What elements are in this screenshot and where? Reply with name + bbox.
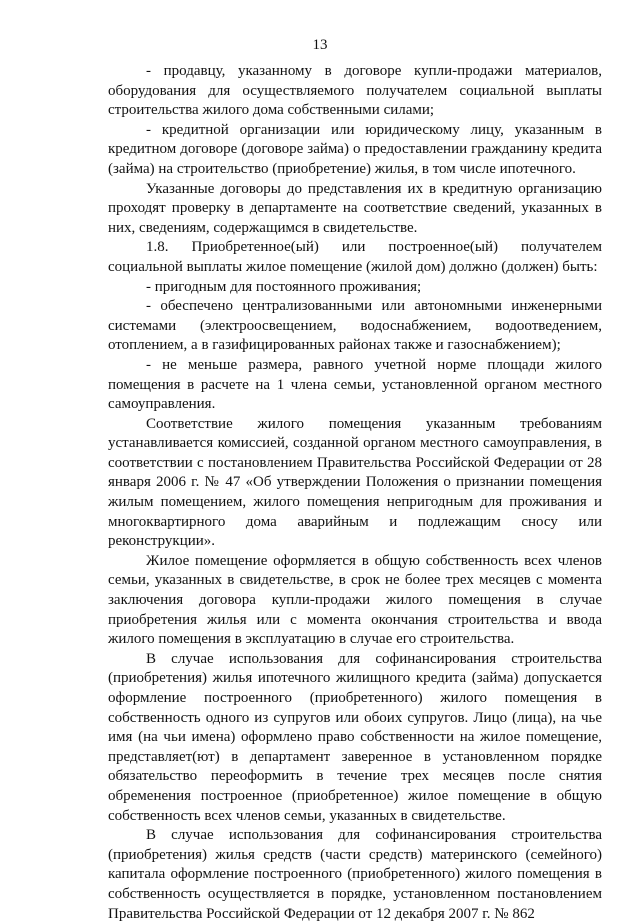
document-body	[108, 62, 602, 924]
paragraph-maternity-capital: В случае использования для софинансирования строительства (приобретения) жилья средств (части средств) материнского (семейного) капитала оформление построенного (приобретенного) жилого помещения в собственность осуществляется в порядке, установленном постановлением Правительства Российской Федерации от 12 декабря 2007 г. № 862	[108, 827, 602, 922]
paragraph-suitable-living: - пригодным для постоянного проживания;	[146, 278, 422, 295]
paragraph-engineering-systems: - обеспечено централизованными или автономными инженерными системами (электроосвещением, водоснабжением, водоотведением, отоплением, а в газифицированных районах также и газоснабжением);	[108, 298, 602, 354]
paragraph-mortgage-case: В случае использования для софинансирования строительства (приобретения) жилья ипотечного жилищного кредита (займа) допускается оформление построенного (приобретенного) жилого помещения в собственность одного из супругов или обоих супругов. Лицо (лица), на чье имя (на чьи имена) оформлено право собственности на жилое помещение, представляет(ют) в департамент заверенное в установленном порядке обязательство переоформить в течение трех месяцев после снятия обременения построенное (приобретенное) жилое помещение в общую собственность всех членов семьи, указанных в свидетельстве.	[108, 650, 602, 824]
page-number: 13	[312, 37, 328, 53]
paragraph-credit-organization: - кредитной организации или юридическому лицу, указанным в кредитном договоре (договоре займа) о предоставлении гражданину кредита (займа) на строительство (приобретение) жилья, в том числе ипотечного.	[108, 121, 602, 177]
paragraph-commission-compliance: Соответствие жилого помещения указанным требованиям устанавливается комиссией, созданной органом местного самоуправления, в соответствии с постановлением Правительства Российской Федерации от 28 января 2006 г. № 47 «Об утверждении Положения о признании помещения жилым помещением, жилого помещения непригодным для проживания и многоквартирного дома аварийным и подлежащим сносу или реконструкции».	[108, 415, 602, 550]
paragraph-common-ownership: Жилое помещение оформляется в общую собственность всех членов семьи, указанных в свидетельстве, в срок не более трех месяцев с момента заключения договора купли-продажи жилого помещения в случае приобретения жилья или с момента окончания строительства и ввода жилого помещения в эксплуатацию в случае его строительства.	[108, 552, 602, 648]
paragraph-area-norm: - не меньше размера, равного учетной норме площади жилого помещения в расчете на 1 члена семьи, установленной органом местного самоуправления.	[108, 356, 602, 413]
paragraph-contract-verification: Указанные договоры до представления их в кредитную организацию проходят проверку в департаменте на соответствие сведений, указанных в них, сведениям, содержащимся в свидетельстве.	[108, 180, 602, 236]
paragraph-seller: - продавцу, указанному в договоре купли-продажи материалов, оборудования для осуществляемого получателем социальной выплаты строительства жилого дома собственными силами;	[108, 63, 602, 119]
paragraph-section-1-8: 1.8. Приобретенное(ый) или построенное(ый) получателем социальной выплаты жилое помещение (жилой дом) должно (должен) быть:	[108, 239, 602, 275]
